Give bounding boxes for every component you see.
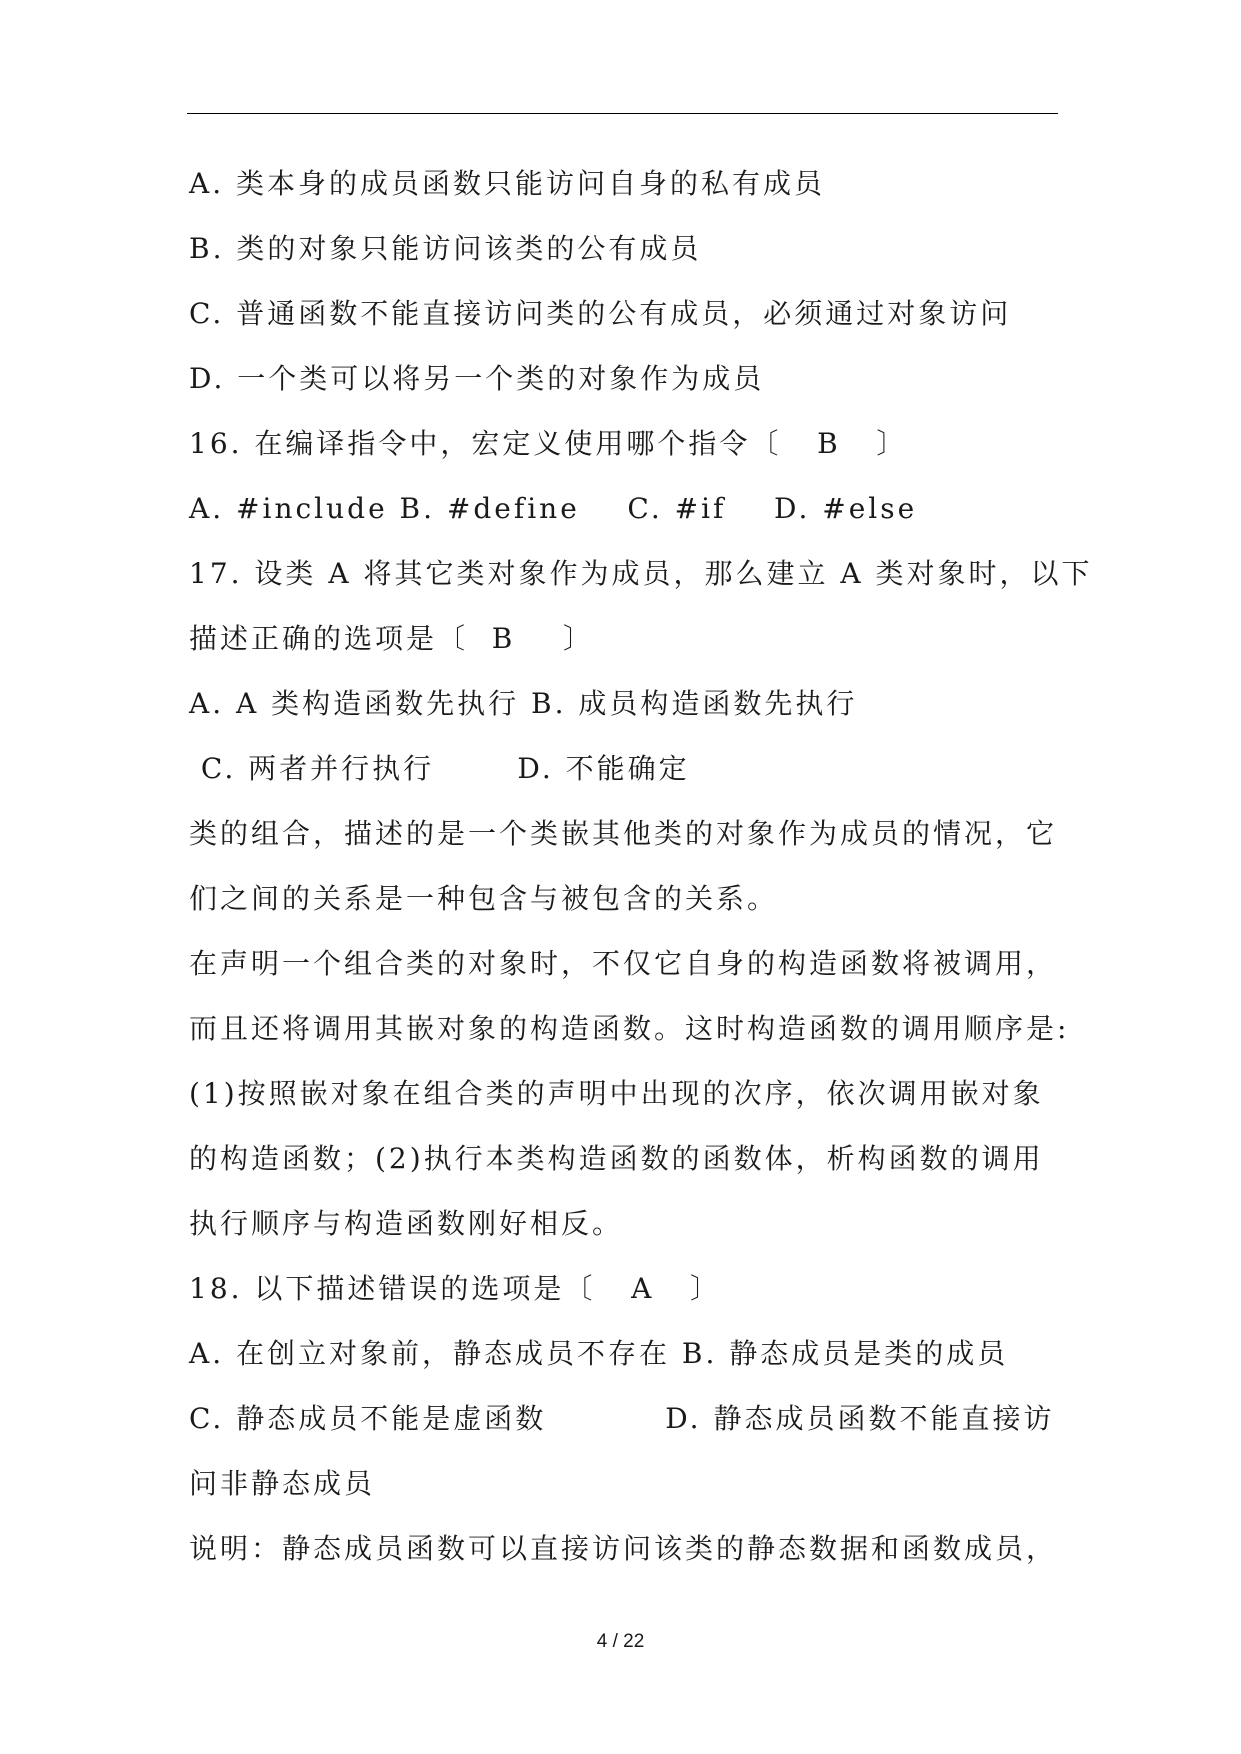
question-18: 18. 以下描述错误的选项是〔 A 〕: [189, 1272, 722, 1305]
options-cd-q18: C. 静态成员不能是虚函数 D. 静态成员函数不能直接访: [189, 1402, 1055, 1435]
question-17-continued: 描述正确的选项是〔 B 〕: [189, 622, 594, 655]
explanation-line: 执行顺序与构造函数刚好相反。: [189, 1207, 624, 1240]
option-b-q15: B. 类的对象只能访问该类的公有成员: [189, 232, 702, 265]
options-q16: A. #include B. #define C. #if D. #else: [189, 492, 918, 525]
page-number: 4 / 22: [596, 1631, 645, 1652]
note-line: 说明：静态成员函数可以直接访问该类的静态数据和函数成员，: [189, 1532, 1058, 1565]
options-d-q18-continued: 问非静态成员: [189, 1467, 376, 1500]
question-16: 16. 在编译指令中，宏定义使用哪个指令〔 B 〕: [189, 427, 908, 460]
option-c-q15: C. 普通函数不能直接访问类的公有成员，必须通过对象访问: [189, 297, 1012, 330]
options-ab-q17: A. A 类构造函数先执行 B. 成员构造函数先执行: [189, 687, 858, 720]
header-rule: [187, 113, 1058, 114]
explanation-line: (1)按照嵌对象在组合类的声明中出现的次序，依次调用嵌对象: [189, 1077, 1044, 1110]
option-a-q15: A. 类本身的成员函数只能访问自身的私有成员: [189, 167, 826, 200]
options-ab-q18: A. 在创立对象前，静态成员不存在 B. 静态成员是类的成员: [189, 1337, 1009, 1370]
explanation-line: 类的组合，描述的是一个类嵌其他类的对象作为成员的情况，它: [189, 817, 1058, 850]
question-17: 17. 设类 A 将其它类对象作为成员，那么建立 A 类对象时，以下: [189, 557, 1093, 590]
option-d-q15: D. 一个类可以将另一个类的对象作为成员: [189, 362, 765, 395]
explanation-line: 的构造函数；(2)执行本类构造函数的函数体，析构函数的调用: [189, 1142, 1044, 1175]
explanation-line: 们之间的关系是一种包含与被包含的关系。: [189, 882, 779, 915]
explanation-line: 而且还将调用其嵌对象的构造函数。这时构造函数的调用顺序是:: [189, 1012, 1070, 1045]
explanation-line: 在声明一个组合类的对象时，不仅它自身的构造函数将被调用，: [189, 947, 1058, 980]
options-cd-q17: C. 两者并行执行 D. 不能确定: [189, 752, 690, 785]
